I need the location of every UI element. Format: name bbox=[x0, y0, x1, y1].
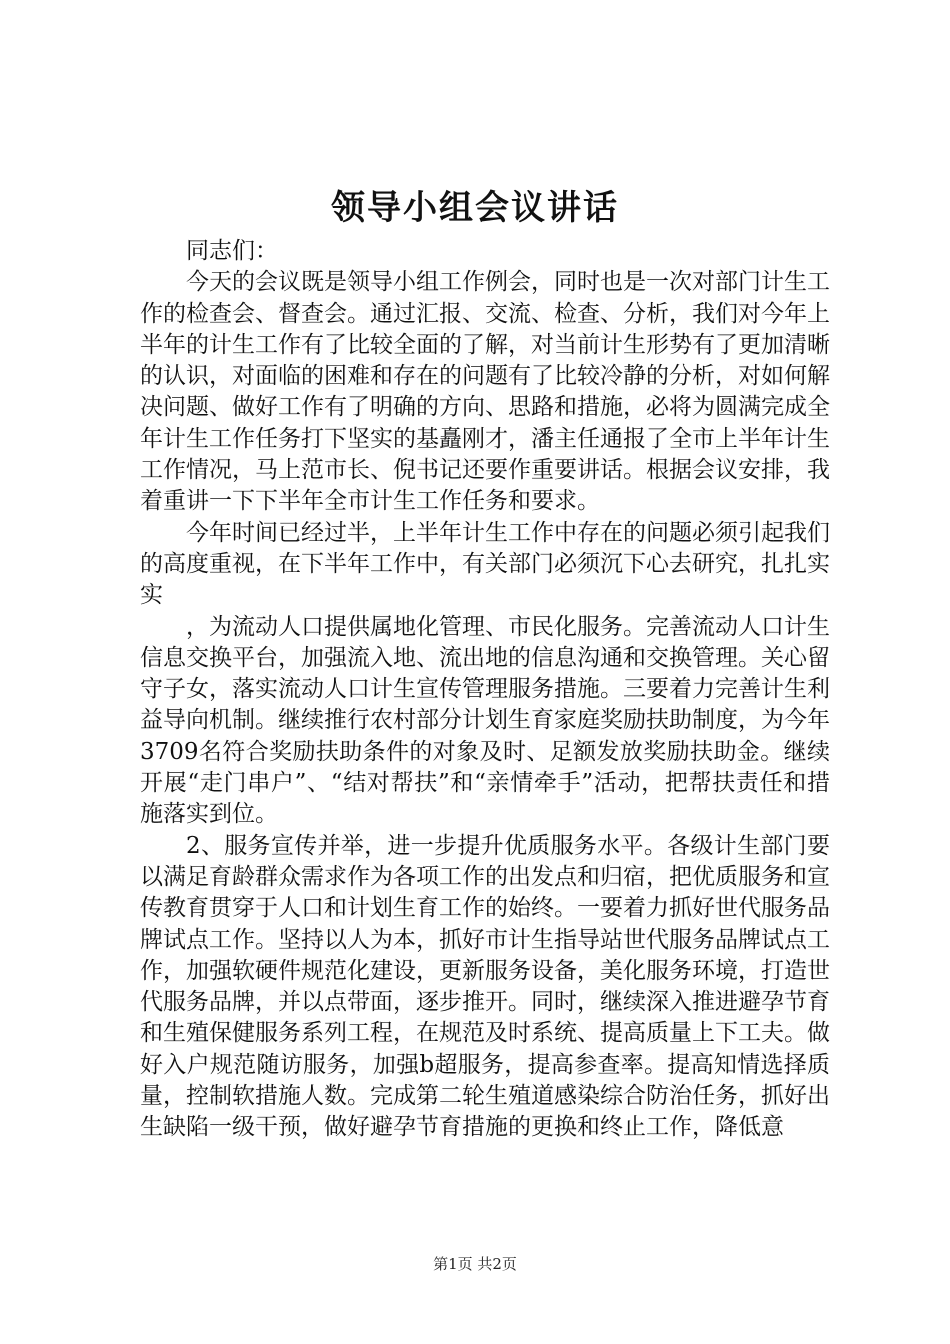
body-paragraph: 今年时间已经过半，上半年计生工作中存在的问题必须引起我们的高度重视，在下半年工作中，有关部门必须沉下心去研究，扎扎实实 bbox=[140, 519, 830, 609]
body-paragraph: 2、服务宣传并举，进一步提升优质服务水平。各级计生部门要以满足育龄群众需求作为各项工作的出发点和归宿，把优质服务和宣传教育贯穿于人口和计划生育工作的始终。一要着力抓好世代服务品牌试点工作。坚持以人为本，抓好市计生指导站世代服务品牌试点工作，加强软硬件规范化建设，更新服务设备，美化服务环境，打造世代服务品牌，并以点带面，逐步推开。同时，继续深入推进避孕节育和生殖保健服务系列工程，在规范及时系统、提高质量上下工夫。做好入户规范随访服务，加强b超服务，提高参查率。提高知情选择质量，控制软措施人数。完成第二轮生殖道感染综合防治任务，抓好出生缺陷一级干预，做好避孕节育措施的更换和终止工作，降低意 bbox=[140, 832, 830, 1141]
document-body bbox=[140, 236, 830, 1144]
document-title: 领导小组会议讲话 bbox=[331, 188, 619, 228]
body-paragraph: ，为流动人口提供属地化管理、市民化服务。完善流动人口计生信息交换平台，加强流入地、流出地的信息沟通和交换管理。关心留守子女，落实流动人口计生宣传管理服务措施。三要着力完善计生利益导向机制。继续推行农村部分计划生育家庭奖励扶助制度，为今年3709名符合奖励扶助条件的对象及时、足额发放奖励扶助金。继续开展“走门串户”、“结对帮扶”和“亲情牵手”活动，把帮扶责任和措施落实到位。 bbox=[140, 613, 830, 828]
salutation-paragraph: 同志们： bbox=[186, 238, 278, 264]
body-paragraph: 今天的会议既是领导小组工作例会，同时也是一次对部门计生工作的检查会、督查会。通过汇报、交流、检查、分析，我们对今年上半年的计生工作有了比较全面的了解，对当前计生形势有了更加清晰的认识，对面临的困难和存在的问题有了比较冷静的分析，对如何解决问题、做好工作有了明确的方向、思路和措施，必将为圆满完成全年计生工作任务打下坚实的基矗刚才，潘主任通报了全市上半年计生工作情况，马上范市长、倪书记还要作重要讲话。根据会议安排，我着重讲一下下半年全市计生工作任务和要求。 bbox=[140, 269, 830, 515]
page-number-footer: 第1页 共2页 bbox=[433, 1255, 517, 1273]
